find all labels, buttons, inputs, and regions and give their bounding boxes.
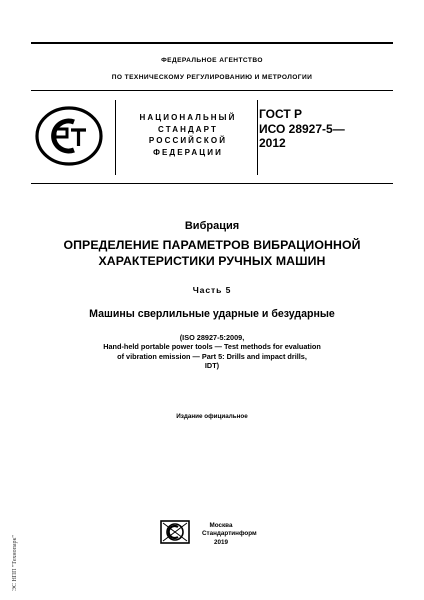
standartinform-logo-icon bbox=[160, 520, 190, 544]
side-stamp: ЭС НПП "Технопарк" bbox=[12, 535, 18, 591]
publisher-imprint bbox=[202, 522, 257, 547]
standard-code-line: ГОСТ Р bbox=[259, 107, 303, 121]
block-divider-right bbox=[257, 100, 258, 175]
national-line: СТАНДАРТ bbox=[158, 124, 218, 134]
main-title-line-2: ХАРАКТЕРИСТИКИ РУЧНЫХ МАШИН bbox=[98, 253, 326, 268]
publisher-name: Стандартинформ bbox=[202, 530, 257, 538]
subtitle: Машины сверлильные ударные и безударные bbox=[89, 308, 335, 320]
agency-line-2: ПО ТЕХНИЧЕСКОМУ РЕГУЛИРОВАНИЮ И МЕТРОЛОГИИ bbox=[111, 74, 313, 81]
national-line: НАЦИОНАЛЬНЫЙ bbox=[139, 113, 237, 122]
header-rule bbox=[31, 90, 393, 91]
iso-reference-line: (ISO 28927-5:2009, bbox=[179, 333, 245, 342]
standard-code bbox=[259, 107, 345, 151]
gost-r-conformity-mark-icon bbox=[34, 105, 104, 167]
iso-reference-line: Hand-held portable power tools — Test methods for evaluation bbox=[103, 342, 321, 352]
agency-line-1: ФЕДЕРАЛЬНОЕ АГЕНТСТВО bbox=[161, 57, 263, 64]
main-title-line-1: ОПРЕДЕЛЕНИЕ ПАРАМЕТРОВ ВИБРАЦИОННОЙ bbox=[63, 238, 361, 252]
publisher-year: 2019 bbox=[213, 538, 228, 546]
publisher-city: Москва bbox=[209, 522, 233, 529]
national-standard-label bbox=[122, 112, 254, 158]
national-line: РОССИЙСКОЙ bbox=[148, 136, 228, 145]
main-title bbox=[0, 238, 424, 269]
block-rule bbox=[31, 183, 393, 184]
edition-label: Издание официальное bbox=[176, 413, 248, 420]
standard-code-line: ИСО 28927-5— bbox=[259, 121, 345, 136]
iso-reference bbox=[0, 333, 424, 371]
iso-reference-line: IDT) bbox=[204, 361, 220, 371]
block-divider-left bbox=[115, 100, 116, 175]
part-label: Часть 5 bbox=[192, 285, 232, 295]
topic-title: Вибрация bbox=[184, 220, 240, 232]
top-rule bbox=[31, 42, 393, 44]
national-line: ФЕДЕРАЦИИ bbox=[153, 147, 223, 157]
iso-reference-line: of vibration emission — Part 5: Drills and impact drills, bbox=[117, 351, 307, 361]
standard-code-line: 2012 bbox=[259, 136, 286, 150]
